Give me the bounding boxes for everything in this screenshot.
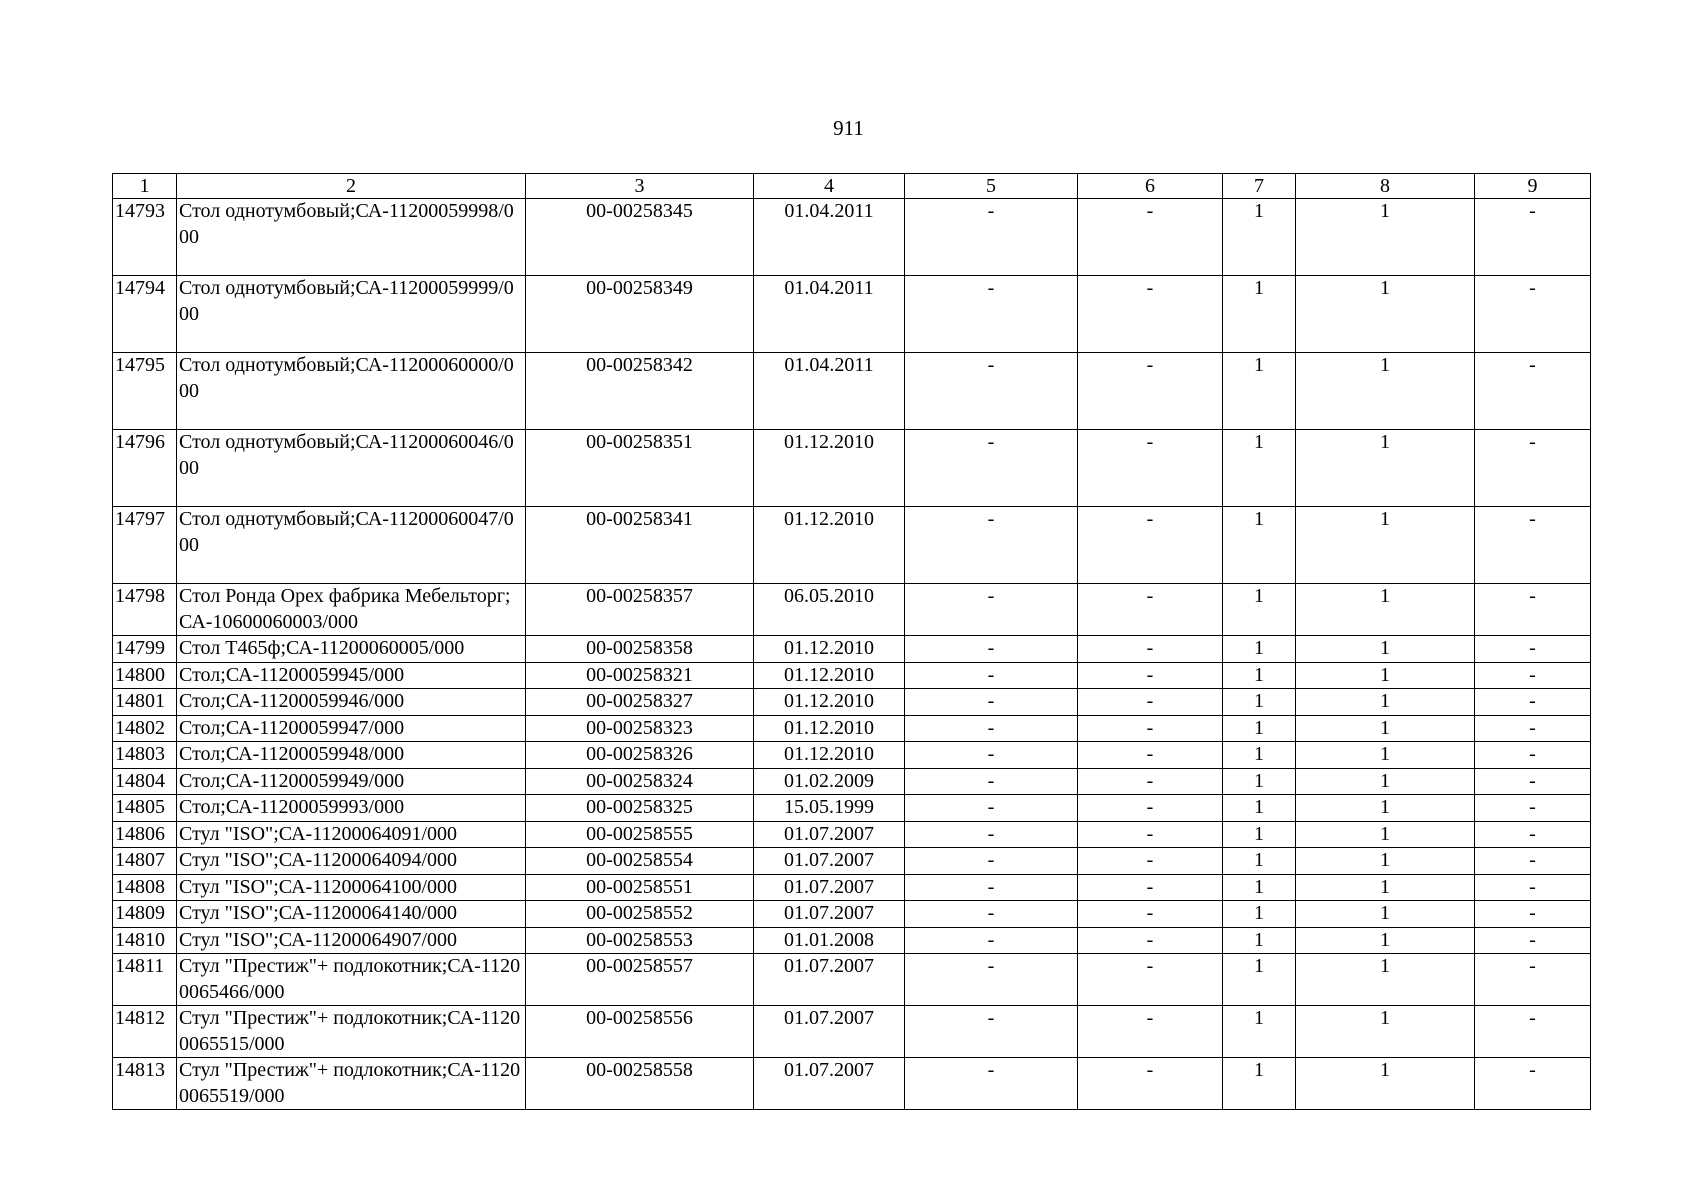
col8-value: 1 — [1296, 954, 1475, 1006]
col5-value: - — [905, 199, 1078, 276]
row-number: 14802 — [113, 715, 177, 742]
col5-value: - — [905, 742, 1078, 769]
col7-value: 1 — [1223, 768, 1296, 795]
table-row — [113, 821, 1591, 848]
col6-value: - — [1078, 742, 1223, 769]
date: 01.07.2007 — [754, 874, 905, 901]
table-row — [113, 874, 1591, 901]
col9-value: - — [1475, 584, 1591, 636]
col9-value: - — [1475, 954, 1591, 1006]
item-name: Стул "Престиж"+ подлокотник;СА-11200065515/000 — [177, 1006, 526, 1058]
inventory-number: 00-00258552 — [526, 901, 754, 928]
col7-value: 1 — [1223, 821, 1296, 848]
row-number: 14813 — [113, 1058, 177, 1110]
inventory-number: 00-00258558 — [526, 1058, 754, 1110]
table-row — [113, 715, 1591, 742]
col5-value: - — [905, 430, 1078, 507]
col5-value: - — [905, 715, 1078, 742]
inventory-number: 00-00258554 — [526, 848, 754, 875]
date: 15.05.1999 — [754, 795, 905, 822]
page-number: 911 — [833, 116, 864, 140]
date: 01.12.2010 — [754, 715, 905, 742]
col5-value: - — [905, 795, 1078, 822]
col6-value: - — [1078, 874, 1223, 901]
col5-value: - — [905, 848, 1078, 875]
inventory-number: 00-00258551 — [526, 874, 754, 901]
col6-value: - — [1078, 584, 1223, 636]
col6-value: - — [1078, 954, 1223, 1006]
row-number: 14801 — [113, 689, 177, 716]
item-name: Стол однотумбовый;СА-11200060047/000 — [177, 507, 526, 584]
column-header-1: 1 — [113, 174, 177, 199]
table-row — [113, 742, 1591, 769]
date: 01.04.2011 — [754, 276, 905, 353]
item-name: Стол однотумбовый;СА-11200060000/000 — [177, 353, 526, 430]
row-number: 14812 — [113, 1006, 177, 1058]
table-row — [113, 927, 1591, 954]
date: 01.07.2007 — [754, 1006, 905, 1058]
row-number: 14793 — [113, 199, 177, 276]
row-number: 14803 — [113, 742, 177, 769]
property-register-table — [112, 173, 1591, 1110]
col7-value: 1 — [1223, 507, 1296, 584]
inventory-number: 00-00258324 — [526, 768, 754, 795]
table-row — [113, 1006, 1591, 1058]
col6-value: - — [1078, 715, 1223, 742]
table-header-row — [113, 174, 1591, 199]
col6-value: - — [1078, 795, 1223, 822]
col5-value: - — [905, 954, 1078, 1006]
col9-value: - — [1475, 689, 1591, 716]
col9-value: - — [1475, 768, 1591, 795]
col7-value: 1 — [1223, 636, 1296, 663]
date: 01.07.2007 — [754, 848, 905, 875]
date: 01.01.2008 — [754, 927, 905, 954]
col5-value: - — [905, 507, 1078, 584]
col6-value: - — [1078, 507, 1223, 584]
table-row — [113, 276, 1591, 353]
col5-value: - — [905, 821, 1078, 848]
table-row — [113, 636, 1591, 663]
row-number: 14804 — [113, 768, 177, 795]
col7-value: 1 — [1223, 689, 1296, 716]
item-name: Стол однотумбовый;СА-11200060046/000 — [177, 430, 526, 507]
inventory-number: 00-00258325 — [526, 795, 754, 822]
col6-value: - — [1078, 848, 1223, 875]
item-name: Стул "ISO";СА-11200064091/000 — [177, 821, 526, 848]
row-number: 14796 — [113, 430, 177, 507]
col9-value: - — [1475, 927, 1591, 954]
table-row — [113, 507, 1591, 584]
table-row — [113, 662, 1591, 689]
row-number: 14809 — [113, 901, 177, 928]
col7-value: 1 — [1223, 1058, 1296, 1110]
item-name: Стол;СА-11200059946/000 — [177, 689, 526, 716]
inventory-number: 00-00258323 — [526, 715, 754, 742]
col9-value: - — [1475, 199, 1591, 276]
row-number: 14805 — [113, 795, 177, 822]
item-name: Стул "Престиж"+ подлокотник;СА-11200065466/000 — [177, 954, 526, 1006]
col9-value: - — [1475, 662, 1591, 689]
col6-value: - — [1078, 901, 1223, 928]
column-header-6: 6 — [1078, 174, 1223, 199]
table-row — [113, 1058, 1591, 1110]
date: 01.02.2009 — [754, 768, 905, 795]
col5-value: - — [905, 584, 1078, 636]
col9-value: - — [1475, 715, 1591, 742]
col6-value: - — [1078, 662, 1223, 689]
col9-value: - — [1475, 795, 1591, 822]
col6-value: - — [1078, 689, 1223, 716]
item-name: Стол;СА-11200059949/000 — [177, 768, 526, 795]
col8-value: 1 — [1296, 742, 1475, 769]
col8-value: 1 — [1296, 1006, 1475, 1058]
col9-value: - — [1475, 1058, 1591, 1110]
row-number: 14795 — [113, 353, 177, 430]
row-number: 14808 — [113, 874, 177, 901]
item-name: Стол;СА-11200059993/000 — [177, 795, 526, 822]
col5-value: - — [905, 662, 1078, 689]
row-number: 14807 — [113, 848, 177, 875]
row-number: 14794 — [113, 276, 177, 353]
table-row — [113, 848, 1591, 875]
table-body — [113, 199, 1591, 1110]
row-number: 14797 — [113, 507, 177, 584]
item-name: Стол;СА-11200059947/000 — [177, 715, 526, 742]
column-header-5: 5 — [905, 174, 1078, 199]
item-name: Стол Ронда Орех фабрика Мебельторг;СА-10600060003/000 — [177, 584, 526, 636]
table-row — [113, 954, 1591, 1006]
col7-value: 1 — [1223, 715, 1296, 742]
date: 01.04.2011 — [754, 199, 905, 276]
inventory-number: 00-00258345 — [526, 199, 754, 276]
item-name: Стол однотумбовый;СА-11200059998/000 — [177, 199, 526, 276]
column-header-2: 2 — [177, 174, 526, 199]
row-number: 14800 — [113, 662, 177, 689]
col5-value: - — [905, 1058, 1078, 1110]
table-row — [113, 795, 1591, 822]
row-number: 14799 — [113, 636, 177, 663]
col8-value: 1 — [1296, 848, 1475, 875]
col7-value: 1 — [1223, 584, 1296, 636]
column-header-8: 8 — [1296, 174, 1475, 199]
column-header-4: 4 — [754, 174, 905, 199]
row-number: 14810 — [113, 927, 177, 954]
inventory-number: 00-00258555 — [526, 821, 754, 848]
item-name: Стол однотумбовый;СА-11200059999/000 — [177, 276, 526, 353]
date: 01.07.2007 — [754, 954, 905, 1006]
col7-value: 1 — [1223, 430, 1296, 507]
inventory-number: 00-00258341 — [526, 507, 754, 584]
col7-value: 1 — [1223, 874, 1296, 901]
col8-value: 1 — [1296, 821, 1475, 848]
date: 01.12.2010 — [754, 507, 905, 584]
col7-value: 1 — [1223, 927, 1296, 954]
table-row — [113, 430, 1591, 507]
col8-value: 1 — [1296, 662, 1475, 689]
col6-value: - — [1078, 768, 1223, 795]
col6-value: - — [1078, 636, 1223, 663]
col9-value: - — [1475, 874, 1591, 901]
inventory-number: 00-00258326 — [526, 742, 754, 769]
col7-value: 1 — [1223, 1006, 1296, 1058]
col9-value: - — [1475, 742, 1591, 769]
col8-value: 1 — [1296, 768, 1475, 795]
col7-value: 1 — [1223, 276, 1296, 353]
row-number: 14806 — [113, 821, 177, 848]
col6-value: - — [1078, 276, 1223, 353]
col9-value: - — [1475, 821, 1591, 848]
col8-value: 1 — [1296, 353, 1475, 430]
col8-value: 1 — [1296, 199, 1475, 276]
col8-value: 1 — [1296, 874, 1475, 901]
column-header-9: 9 — [1475, 174, 1591, 199]
col7-value: 1 — [1223, 954, 1296, 1006]
col6-value: - — [1078, 199, 1223, 276]
col5-value: - — [905, 689, 1078, 716]
date: 01.07.2007 — [754, 1058, 905, 1110]
item-name: Стул "ISO";СА-11200064100/000 — [177, 874, 526, 901]
date: 01.12.2010 — [754, 662, 905, 689]
table-row — [113, 584, 1591, 636]
col8-value: 1 — [1296, 636, 1475, 663]
col8-value: 1 — [1296, 715, 1475, 742]
col5-value: - — [905, 1006, 1078, 1058]
date: 06.05.2010 — [754, 584, 905, 636]
table-row — [113, 689, 1591, 716]
col6-value: - — [1078, 927, 1223, 954]
table-row — [113, 199, 1591, 276]
table-row — [113, 353, 1591, 430]
item-name: Стол;СА-11200059945/000 — [177, 662, 526, 689]
col8-value: 1 — [1296, 584, 1475, 636]
date: 01.12.2010 — [754, 430, 905, 507]
col9-value: - — [1475, 901, 1591, 928]
column-header-7: 7 — [1223, 174, 1296, 199]
item-name: Стул "ISO";СА-11200064140/000 — [177, 901, 526, 928]
col5-value: - — [905, 276, 1078, 353]
col7-value: 1 — [1223, 795, 1296, 822]
col5-value: - — [905, 901, 1078, 928]
inventory-number: 00-00258556 — [526, 1006, 754, 1058]
col9-value: - — [1475, 507, 1591, 584]
item-name: Стул "ISO";СА-11200064907/000 — [177, 927, 526, 954]
col5-value: - — [905, 927, 1078, 954]
inventory-number: 00-00258357 — [526, 584, 754, 636]
inventory-number: 00-00258342 — [526, 353, 754, 430]
inventory-number: 00-00258351 — [526, 430, 754, 507]
col8-value: 1 — [1296, 430, 1475, 507]
col7-value: 1 — [1223, 901, 1296, 928]
col9-value: - — [1475, 353, 1591, 430]
col6-value: - — [1078, 430, 1223, 507]
col6-value: - — [1078, 1006, 1223, 1058]
row-number: 14798 — [113, 584, 177, 636]
col8-value: 1 — [1296, 507, 1475, 584]
col5-value: - — [905, 874, 1078, 901]
table-row — [113, 768, 1591, 795]
inventory-number: 00-00258349 — [526, 276, 754, 353]
col5-value: - — [905, 636, 1078, 663]
inventory-number: 00-00258321 — [526, 662, 754, 689]
col7-value: 1 — [1223, 742, 1296, 769]
column-header-3: 3 — [526, 174, 754, 199]
item-name: Стол;СА-11200059948/000 — [177, 742, 526, 769]
item-name: Стол Т465ф;СА-11200060005/000 — [177, 636, 526, 663]
item-name: Стул "Престиж"+ подлокотник;СА-11200065519/000 — [177, 1058, 526, 1110]
col6-value: - — [1078, 1058, 1223, 1110]
col7-value: 1 — [1223, 199, 1296, 276]
col8-value: 1 — [1296, 1058, 1475, 1110]
date: 01.07.2007 — [754, 901, 905, 928]
col9-value: - — [1475, 848, 1591, 875]
col8-value: 1 — [1296, 276, 1475, 353]
col9-value: - — [1475, 430, 1591, 507]
item-name: Стул "ISO";СА-11200064094/000 — [177, 848, 526, 875]
col9-value: - — [1475, 636, 1591, 663]
row-number: 14811 — [113, 954, 177, 1006]
col8-value: 1 — [1296, 901, 1475, 928]
col8-value: 1 — [1296, 689, 1475, 716]
date: 01.12.2010 — [754, 742, 905, 769]
col5-value: - — [905, 353, 1078, 430]
inventory-number: 00-00258557 — [526, 954, 754, 1006]
col8-value: 1 — [1296, 795, 1475, 822]
col8-value: 1 — [1296, 927, 1475, 954]
col6-value: - — [1078, 821, 1223, 848]
col9-value: - — [1475, 276, 1591, 353]
date: 01.07.2007 — [754, 821, 905, 848]
inventory-number: 00-00258327 — [526, 689, 754, 716]
col5-value: - — [905, 768, 1078, 795]
inventory-number: 00-00258553 — [526, 927, 754, 954]
table-row — [113, 901, 1591, 928]
inventory-number: 00-00258358 — [526, 636, 754, 663]
col7-value: 1 — [1223, 848, 1296, 875]
date: 01.12.2010 — [754, 636, 905, 663]
col7-value: 1 — [1223, 353, 1296, 430]
date: 01.12.2010 — [754, 689, 905, 716]
col9-value: - — [1475, 1006, 1591, 1058]
col6-value: - — [1078, 353, 1223, 430]
col7-value: 1 — [1223, 662, 1296, 689]
date: 01.04.2011 — [754, 353, 905, 430]
